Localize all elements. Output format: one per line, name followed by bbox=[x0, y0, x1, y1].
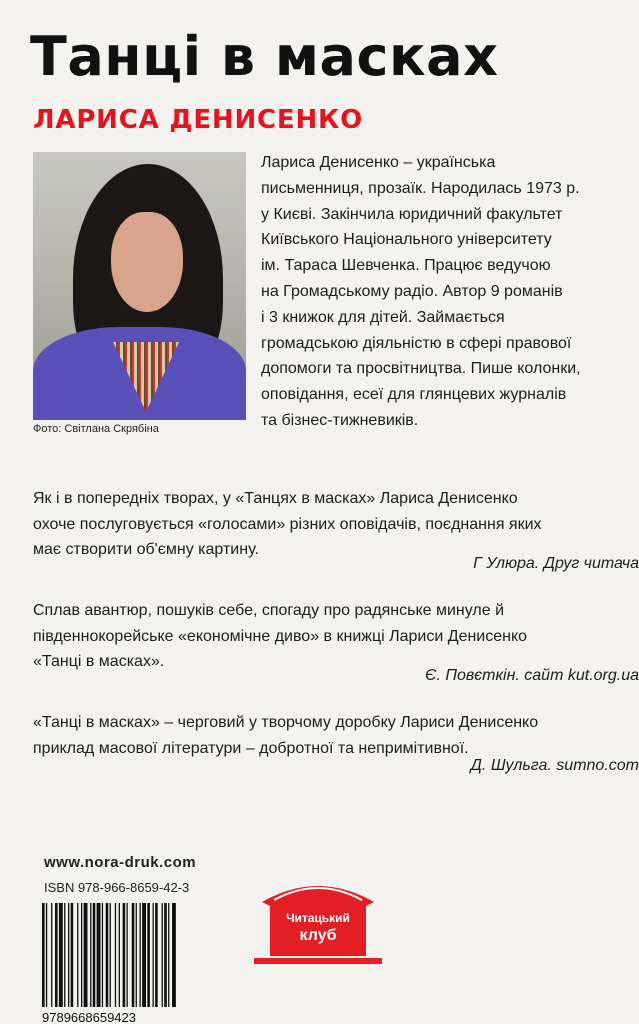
quote-line: приклад масової літератури – добротної та непримітивної. bbox=[33, 739, 469, 757]
bio-line: і 3 книжок для дітей. Займається bbox=[261, 308, 505, 326]
review-quote bbox=[33, 710, 538, 761]
publisher-logo bbox=[254, 872, 382, 964]
bio-line: Київського Національного університету bbox=[261, 231, 552, 249]
quote-source: Д. Шульга. sumno.com bbox=[470, 757, 639, 774]
bio-line: оповідання, есеї для глянцевих журналів bbox=[261, 386, 567, 404]
bio-line: громадською діяльністю в сфері правової bbox=[261, 334, 572, 352]
review-quote bbox=[33, 486, 542, 563]
quote-source: Є. Повєткін. сайт kut.org.ua bbox=[425, 667, 639, 684]
logo-text-bottom: клуб bbox=[299, 927, 337, 944]
quote-line: «Танці в масках» – черговий у творчому доробку Лариси Денисенко bbox=[33, 714, 539, 731]
bio-line: у Києві. Закінчила юридичний факультет bbox=[261, 205, 563, 223]
book-title: Танці в масках bbox=[30, 25, 499, 88]
author-name: ЛАРИСА ДЕНИСЕНКО bbox=[33, 105, 363, 135]
quote-line: Сплав авантюр, пошуків себе, спогаду про радянське минуле й bbox=[33, 602, 505, 619]
barcode-digits: 9789668659423 bbox=[42, 1010, 136, 1024]
barcode bbox=[40, 903, 218, 1024]
quote-source: Г Улюра. Друг читача bbox=[473, 555, 639, 572]
review-quote bbox=[33, 598, 527, 675]
quote-line: Як і в попередніх творах, у «Танцях в масках» Лариса Денисенко bbox=[33, 490, 518, 507]
quote-line: «Танці в масках». bbox=[33, 653, 165, 670]
quote-line: охоче послуговується «голосами» різних оповідачів, поєднання яких bbox=[33, 515, 542, 533]
author-photo bbox=[33, 152, 246, 420]
quote-line: має створити об'ємну картину. bbox=[33, 541, 259, 558]
bio-line: на Громадському радіо. Автор 9 романів bbox=[261, 282, 563, 300]
author-bio bbox=[261, 150, 636, 434]
quote-line: південнокорейське «економічне диво» в книжці Лариси Денисенко bbox=[33, 627, 528, 645]
logo-text-top: Читацький bbox=[286, 911, 350, 925]
bio-line: письменниця, прозаїк. Народилась 1973 р. bbox=[261, 179, 580, 197]
bio-line: Лариса Денисенко – українська bbox=[261, 154, 496, 171]
bio-line: та бізнес-тижневиків. bbox=[261, 411, 419, 429]
photo-caption: Фото: Світлана Скрябіна bbox=[33, 423, 159, 435]
isbn-number: ISBN 978-966-8659-42-3 bbox=[44, 880, 190, 895]
bio-line: ім. Тараса Шевченка. Працює ведучою bbox=[261, 257, 551, 275]
publisher-website[interactable]: www.nora-druk.com bbox=[44, 854, 197, 871]
bio-line: допомоги та просвітництва. Пише колонки, bbox=[261, 360, 581, 378]
